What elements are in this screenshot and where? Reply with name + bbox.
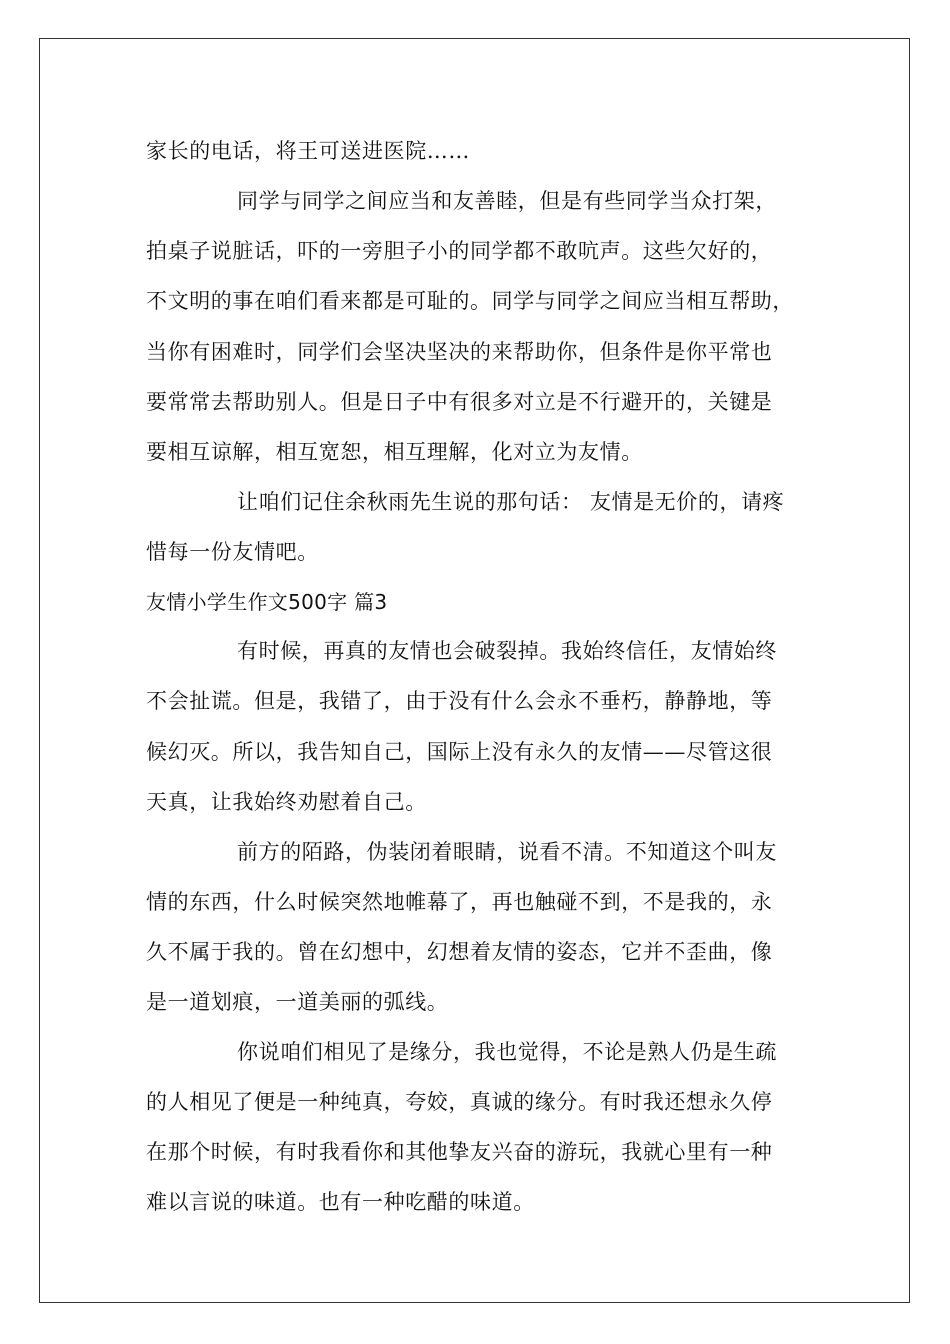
paragraph-start-line: 你说咱们相见了是缘分，我也觉得，不论是熟人仍是生疏 (237, 1040, 777, 1064)
text-line: 当你有困难时，同学们会坚决坚决的来帮助你，但条件是你平常也 (146, 340, 773, 364)
paragraph-start-line: 有时候，再真的友情也会破裂掉。我始终信任，友情始终 (237, 639, 777, 663)
text-line: 天真，让我始终劝慰着自己。 (146, 790, 427, 814)
text-line: 要常常去帮助别人。但是日子中有很多对立是不行避开的，关键是 (146, 390, 773, 414)
text-line: 惜每一份友情吧。 (146, 540, 319, 564)
text-line: 不会扯谎。但是，我错了，由于没有什么会永不垂朽，静静地，等 (146, 689, 773, 713)
text-line: 拍桌子说脏话，吓的一旁胆子小的同学都不敢吭声。这些欠好的， (146, 239, 773, 263)
text-line: 在那个时候，有时我看你和其他挚友兴奋的游玩，我就心里有一种 (146, 1140, 773, 1164)
text-line: 难以言说的味道。也有一种吃醋的味道。 (146, 1190, 535, 1214)
text-line: 是一道划痕，一道美丽的弧线。 (146, 990, 449, 1014)
paragraph-start-line: 前方的陌路，伪装闭着眼睛，说看不清。不知道这个叫友 (237, 840, 777, 864)
section-heading: 友情小学生作文500字 篇3 (146, 590, 388, 614)
text-line: 情的东西，什么时候突然地帷幕了，再也触碰不到，不是我的，永 (146, 890, 773, 914)
text-line: 家长的电话，将王可送进医院…… (146, 139, 470, 163)
text-line: 久不属于我的。曾在幻想中，幻想着友情的姿态，它并不歪曲，像 (146, 940, 773, 964)
text-line: 候幻灭。所以，我告知自己，国际上没有永久的友情——尽管这很 (146, 740, 773, 764)
text-line: 的人相见了便是一种纯真，夸姣，真诚的缘分。有时我还想永久停 (146, 1090, 773, 1114)
paragraph-start-line: 同学与同学之间应当和友善睦，但是有些同学当众打架， (237, 189, 777, 213)
text-line: 不文明的事在咱们看来都是可耻的。同学与同学之间应当相互帮助， (146, 289, 794, 313)
text-line: 要相互谅解，相互宽恕，相互理解，化对立为友情。 (146, 440, 643, 464)
paragraph-start-line: 让咱们记住余秋雨先生说的那句话： 友情是无价的，请疼 (237, 490, 785, 514)
